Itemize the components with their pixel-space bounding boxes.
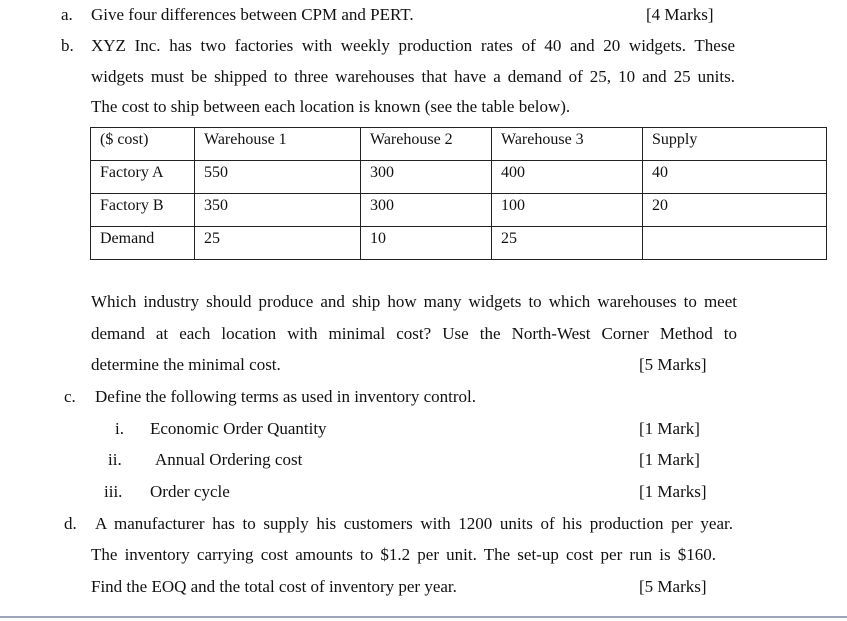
question-c-item-1-text: Economic Order Quantity xyxy=(150,419,327,438)
question-d-line-2: The inventory carrying cost amounts to $1.2 per unit. The set-up cost per run is $160. xyxy=(91,545,716,564)
table-cell: Factory A xyxy=(91,161,195,194)
table-cell: 550 xyxy=(195,161,361,194)
question-b-line-3: The cost to ship between each location is known (see the table below). xyxy=(91,97,571,116)
question-a-text: Give four differences between CPM and PERT. xyxy=(91,5,414,24)
table-cell: 40 xyxy=(643,161,827,194)
question-c-item-1-number: i. xyxy=(115,419,124,438)
question-d-line-3: Find the EOQ and the total cost of inventory per year. xyxy=(91,577,457,596)
question-d-number: d. xyxy=(64,514,77,533)
table-cell: Demand xyxy=(91,227,195,260)
table-header-cell: Supply xyxy=(643,128,827,161)
table-cell xyxy=(643,227,827,260)
page-bottom-divider xyxy=(0,616,847,618)
table-header-cell: ($ cost) xyxy=(91,128,195,161)
table-cell: 10 xyxy=(361,227,492,260)
question-b-after-line-3: determine the minimal cost. xyxy=(91,355,281,374)
question-c-item-2-text: Annual Ordering cost xyxy=(155,450,303,469)
table-cell: 350 xyxy=(195,194,361,227)
table-header-cell: Warehouse 1 xyxy=(195,128,361,161)
question-b-after-line-1: Which industry should produce and ship how many widgets to which warehouses to meet xyxy=(91,292,737,311)
table-header-cell: Warehouse 3 xyxy=(492,128,643,161)
question-a-number: a. xyxy=(61,5,73,24)
table-cell: Factory B xyxy=(91,194,195,227)
question-b-marks: [5 Marks] xyxy=(639,355,707,374)
question-b-line-2: widgets must be shipped to three warehouses that have a demand of 25, 10 and 25 units. xyxy=(91,67,735,86)
table-header-cell: Warehouse 2 xyxy=(361,128,492,161)
question-c-text: Define the following terms as used in inventory control. xyxy=(95,387,476,406)
table-header-row xyxy=(91,128,827,161)
table-cell: 25 xyxy=(195,227,361,260)
question-d-marks: [5 Marks] xyxy=(639,577,707,596)
table-row xyxy=(91,227,827,260)
table-row xyxy=(91,161,827,194)
question-c-item-1-marks: [1 Mark] xyxy=(639,419,700,438)
table-row xyxy=(91,194,827,227)
table-cell: 20 xyxy=(643,194,827,227)
table-cell: 100 xyxy=(492,194,643,227)
table-cell: 300 xyxy=(361,194,492,227)
table-cell: 25 xyxy=(492,227,643,260)
question-b-number: b. xyxy=(61,36,74,55)
question-d-line-1: A manufacturer has to supply his customers with 1200 units of his production per year. xyxy=(95,514,733,533)
question-c-item-2-number: ii. xyxy=(108,450,122,469)
question-c-item-2-marks: [1 Mark] xyxy=(639,450,700,469)
table-cell: 400 xyxy=(492,161,643,194)
question-c-item-3-number: iii. xyxy=(104,482,123,501)
question-c-item-3-marks: [1 Marks] xyxy=(639,482,707,501)
shipping-cost-table xyxy=(90,127,827,260)
question-b-line-1: XYZ Inc. has two factories with weekly production rates of 40 and 20 widgets. These xyxy=(91,36,735,55)
question-c-number: c. xyxy=(64,387,76,406)
table-cell: 300 xyxy=(361,161,492,194)
question-a-marks: [4 Marks] xyxy=(646,5,714,24)
question-b-after-line-2: demand at each location with minimal cost? Use the North-West Corner Method to xyxy=(91,324,737,343)
question-c-item-3-text: Order cycle xyxy=(150,482,230,501)
